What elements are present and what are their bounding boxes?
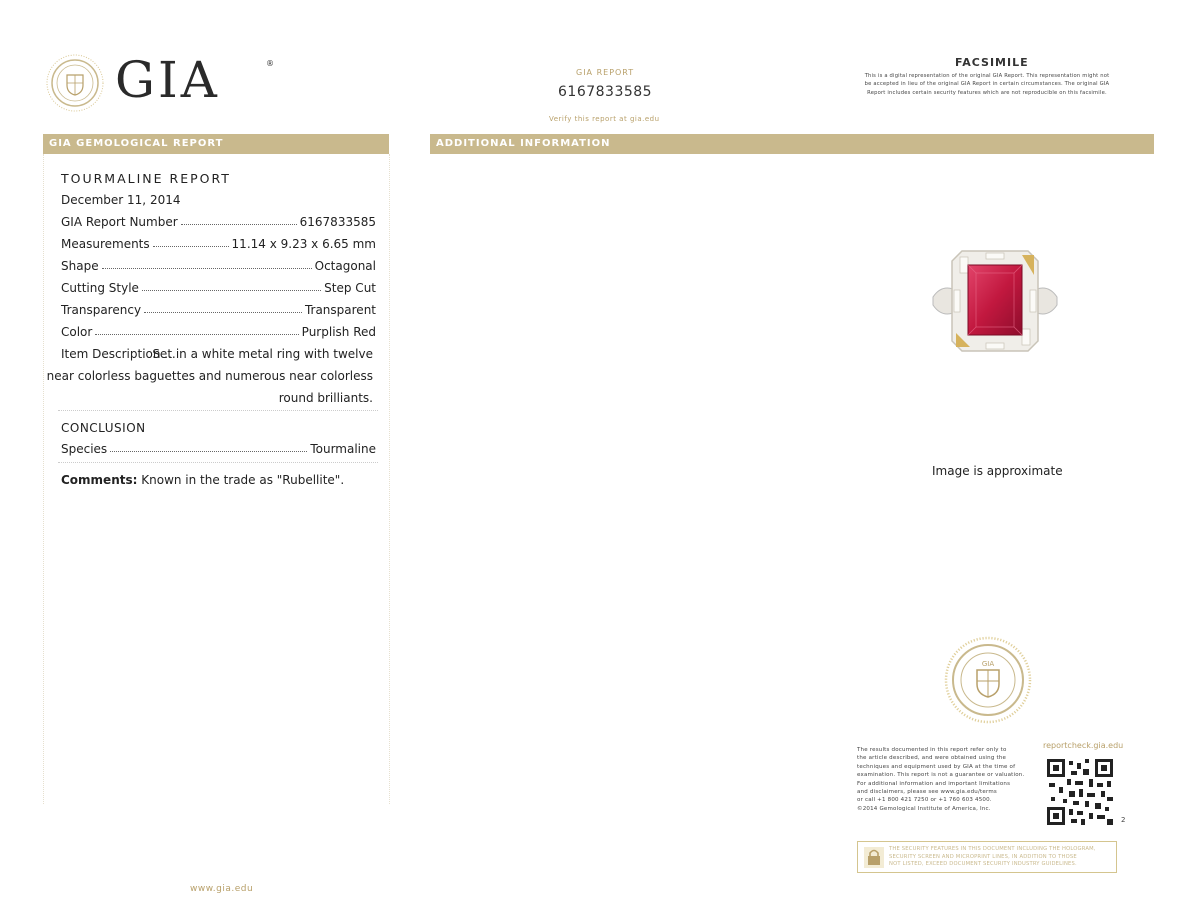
- facsimile-title: FACSIMILE: [955, 56, 1029, 69]
- disclaimer-line: For additional information and important limitations: [857, 780, 1011, 787]
- facsimile-line: This is a digital representation of the original GIA Report. This representation might not: [864, 73, 1110, 79]
- field-value: Step Cut: [324, 281, 376, 295]
- security-line: THE SECURITY FEATURES IN THIS DOCUMENT INCLUDING THE HOLOGRAM,: [889, 846, 1096, 852]
- field-row-report-number: [61, 215, 376, 229]
- field-value: 11.14 x 9.23 x 6.65 mm: [231, 237, 376, 251]
- comments-text: Known in the trade as "Rubellite".: [141, 473, 345, 487]
- reportcheck-link[interactable]: reportcheck.gia.edu: [1043, 741, 1124, 750]
- disclaimer-line: ©2014 Gemological Institute of America, Inc.: [857, 805, 991, 812]
- dot-leader: [181, 224, 297, 225]
- dot-leader: [110, 451, 307, 452]
- field-label: Shape: [61, 259, 99, 273]
- report-date: December 11, 2014: [61, 193, 181, 207]
- field-label: Cutting Style: [61, 281, 139, 295]
- gia-seal-icon: [45, 53, 105, 113]
- field-value: Octagonal: [314, 259, 376, 273]
- disclaimer-line: and disclaimers, please see www.gia.edu/terms: [857, 789, 997, 796]
- comments-label: Comments:: [61, 473, 138, 487]
- verify-link[interactable]: Verify this report at gia.edu: [549, 115, 660, 123]
- disclaimer-line: or call +1 800 421 7250 or +1 760 603 4500.: [857, 797, 992, 804]
- report-title: TOURMALINE REPORT: [61, 171, 231, 186]
- item-description-line: Set in a white metal ring with twelve: [152, 347, 373, 361]
- disclaimer-line: examination. This report is not a guarantee or valuation.: [857, 772, 1025, 779]
- field-row-color: [61, 325, 376, 339]
- dot-leader: [95, 334, 298, 335]
- additional-information-bar: ADDITIONAL INFORMATION: [430, 134, 1154, 154]
- image-caption: Image is approximate: [932, 464, 1063, 478]
- field-label: GIA Report Number: [61, 215, 178, 229]
- security-notice: [857, 841, 1117, 873]
- item-description-line: near colorless baguettes and numerous near colorless: [46, 369, 373, 383]
- field-row-cutting-style: [61, 281, 376, 295]
- field-row-measurements: [61, 237, 376, 251]
- qr-code-icon[interactable]: [1045, 757, 1115, 827]
- panel-divider: [58, 410, 378, 411]
- security-line: NOT LISTED, EXCEED DOCUMENT SECURITY INDUSTRY GUIDELINES.: [889, 861, 1077, 867]
- field-row-shape: [61, 259, 376, 273]
- item-description-line: round brilliants.: [278, 391, 373, 405]
- panel-divider: [58, 462, 378, 463]
- field-label: Species: [61, 442, 108, 456]
- disclaimer-line: the article described, and were obtained using the: [857, 755, 1007, 762]
- disclaimer-line: techniques and equipment used by GIA at the time of: [857, 763, 1016, 770]
- report-label: GIA REPORT: [576, 68, 635, 77]
- field-row-transparency: [61, 303, 376, 317]
- item-description-label: Item Description ...: [61, 347, 176, 361]
- gia-wordmark: GIA: [115, 51, 220, 109]
- field-value: 6167833585: [299, 215, 376, 229]
- security-line: SECURITY SCREEN AND MICROPRINT LINES, IN ADDITION TO THOSE: [889, 853, 1077, 860]
- field-value: Transparent: [304, 303, 376, 317]
- facsimile-notice: [856, 72, 1118, 97]
- field-value: Tourmaline: [310, 442, 376, 456]
- dot-leader: [142, 290, 321, 291]
- dot-leader: [102, 268, 312, 269]
- left-panel-border-right: [389, 154, 390, 804]
- left-panel-border: [43, 154, 44, 804]
- facsimile-line: be accepted in lieu of the original GIA Report in certain circumstances. The original GIA: [864, 81, 1110, 88]
- ring-image: [930, 245, 1060, 360]
- lock-icon: [864, 847, 884, 868]
- field-label: Measurements: [61, 237, 150, 251]
- disclaimer: [857, 746, 1027, 813]
- page-number: 2: [1121, 816, 1126, 824]
- comments: [61, 473, 344, 487]
- dot-leader: [153, 246, 229, 247]
- field-value: Purplish Red: [301, 325, 376, 339]
- field-row-species: [61, 442, 376, 456]
- disclaimer-line: The results documented in this report refer only to: [857, 747, 1007, 753]
- dot-leader: [144, 312, 302, 313]
- field-label: Transparency: [61, 303, 142, 317]
- field-label: Color: [61, 325, 93, 339]
- registered-mark: ®: [266, 59, 274, 68]
- report-number: 6167833585: [558, 84, 653, 100]
- facsimile-line: Report includes certain security features which are not reproducible on this facsimile.: [867, 89, 1107, 96]
- footer-url[interactable]: www.gia.edu: [190, 884, 254, 894]
- seal-text: GIA: [981, 660, 995, 668]
- conclusion-heading: CONCLUSION: [61, 421, 146, 435]
- gia-logo: [45, 51, 274, 113]
- gia-seal-icon: [944, 636, 1032, 724]
- gemological-report-bar: GIA GEMOLOGICAL REPORT: [43, 134, 389, 154]
